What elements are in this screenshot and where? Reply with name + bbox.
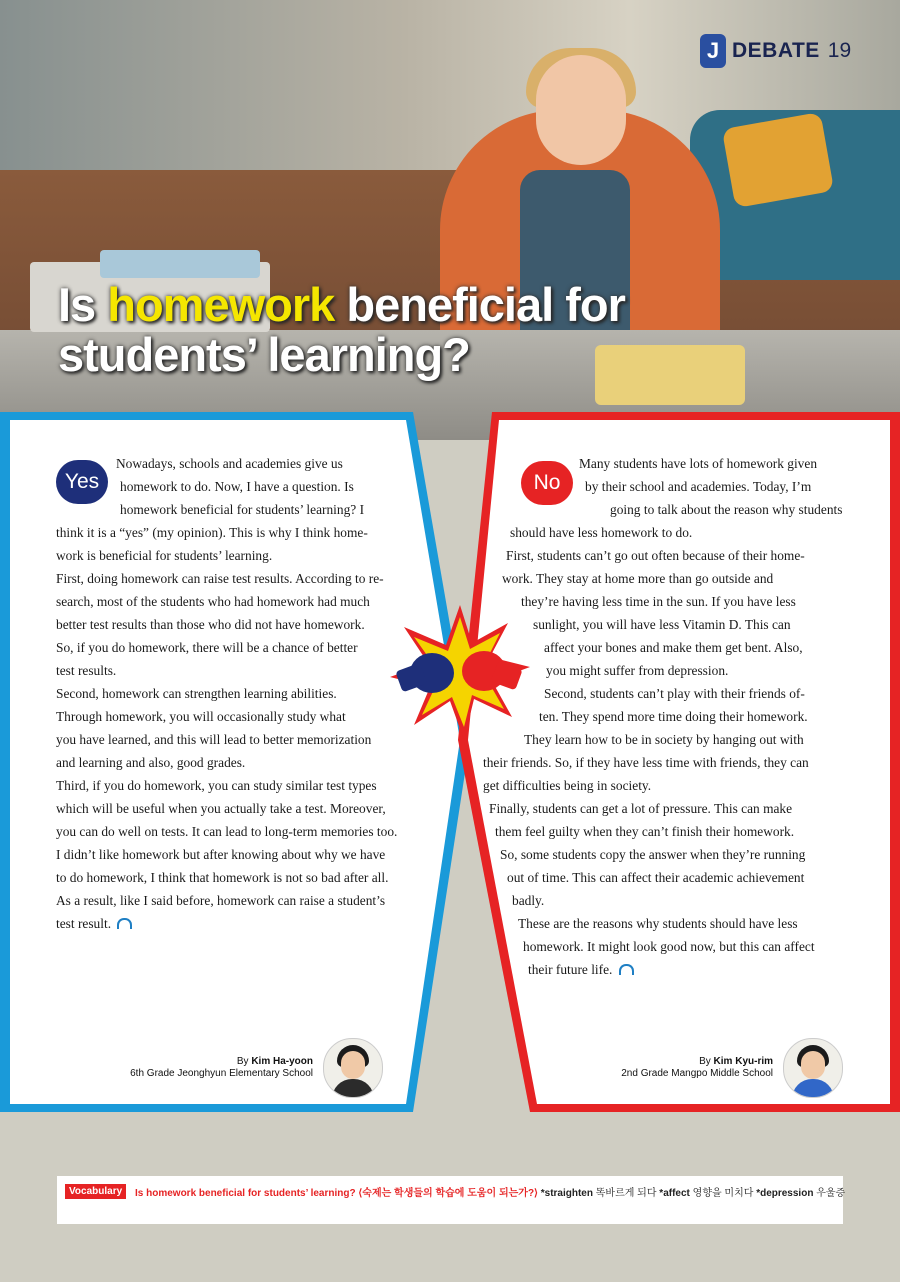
section-label: DEBATE xyxy=(732,39,820,62)
yes-school: 6th Grade Jeonghyun Elementary School xyxy=(130,1068,313,1079)
no-line: First, students can’t go out often because of their home- xyxy=(506,548,805,563)
boxing-gloves-icon xyxy=(390,605,530,740)
page-number: 19 xyxy=(827,39,852,62)
no-line: These are the reasons why students should have less xyxy=(518,916,798,931)
yes-badge: Yes xyxy=(56,460,108,504)
vocab-word: *affect xyxy=(659,1188,690,1199)
yes-line: I didn’t like homework but after knowing about why we have xyxy=(56,847,386,862)
yes-line: First, doing homework can raise test results. According to re- xyxy=(56,571,384,586)
no-byline: By Kim Kyu-rim 2nd Grade Mangpo Middle School xyxy=(621,1056,773,1079)
no-line: They learn how to be in society by hanging out with xyxy=(524,732,804,747)
yes-byline: By Kim Ha-yoon 6th Grade Jeonghyun Elementary School xyxy=(130,1056,313,1079)
yes-line: which will be useful when you actually take a test. Moreover, xyxy=(56,801,386,816)
vocab-meaning: 우울증 xyxy=(816,1188,846,1199)
no-line: their friends. So, if they have less time with friends, they can xyxy=(483,755,809,770)
yes-line: Through homework, you will occasionally study what xyxy=(56,709,346,724)
vocabulary-tag: Vocabulary xyxy=(65,1184,126,1199)
yes-line: search, most of the students who had homework had much xyxy=(56,594,370,609)
no-badge: No xyxy=(521,461,573,505)
yes-line: think it is a “yes” (my opinion). This is why I think home- xyxy=(56,525,368,540)
no-author: Kim Kyu-rim xyxy=(713,1056,773,1067)
yes-line: homework beneficial for students’ learning? I xyxy=(120,502,365,517)
no-line: So, some students copy the answer when they’re running xyxy=(500,847,806,862)
vocabulary-box xyxy=(57,1176,846,1224)
no-author-avatar xyxy=(783,1038,843,1098)
yes-line: work is beneficial for students’ learning. xyxy=(56,548,273,563)
headphone-icon[interactable] xyxy=(117,918,132,929)
no-line: sunlight, you will have less Vitamin D. This can xyxy=(533,617,791,632)
no-line: badly. xyxy=(512,893,545,908)
yes-line: Third, if you do homework, you can study similar test types xyxy=(56,778,377,793)
no-line: them feel guilty when they can’t finish their homework. xyxy=(495,824,795,839)
vocab-word: *straighten xyxy=(540,1188,593,1199)
no-line: Finally, students can get a lot of pressure. This can make xyxy=(489,801,793,816)
no-line: out of time. This can affect their academic achievement xyxy=(507,870,805,885)
no-school: 2nd Grade Mangpo Middle School xyxy=(621,1068,773,1079)
headphone-icon[interactable] xyxy=(619,964,634,975)
no-line: should have less homework to do. xyxy=(510,525,693,540)
yes-line: to do homework, I think that homework is not so bad after all. xyxy=(56,870,389,885)
yes-line: you can do well on tests. It can lead to long-term memories too. xyxy=(56,824,398,839)
no-line: Many students have lots of homework given xyxy=(579,456,818,471)
no-line: Second, students can’t play with their friends of- xyxy=(544,686,805,701)
no-line: you might suffer from depression. xyxy=(546,663,729,678)
no-line: get difficulties being in society. xyxy=(483,778,652,793)
yes-line: Nowadays, schools and academies give us xyxy=(116,456,343,471)
vocabulary-question: Is homework beneficial for students’ learning? ⟨숙제는 학생들의 학습에 도움이 되는가?⟩ xyxy=(135,1188,538,1199)
yes-line: you have learned, and this will lead to better memorization xyxy=(56,732,372,747)
vocab-word: *depression xyxy=(756,1188,814,1199)
no-line: affect your bones and make them get bent. Also, xyxy=(544,640,803,655)
no-line: by their school and academies. Today, I’m xyxy=(585,479,812,494)
yes-line: As a result, like I said before, homework can raise a student’s xyxy=(56,893,386,908)
no-line: ten. They spend more time doing their homework. xyxy=(539,709,808,724)
no-line: they’re having less time in the sun. If you have less xyxy=(521,594,796,609)
yes-line: Second, homework can strengthen learning abilities. xyxy=(56,686,337,701)
title-highlight: homework xyxy=(107,278,335,331)
vocab-meaning: 영향을 미치다 xyxy=(692,1188,754,1199)
yes-line: test result. xyxy=(56,912,132,935)
yes-line: homework to do. Now, I have a question. Is xyxy=(120,479,354,494)
no-line: going to talk about the reason why students xyxy=(610,502,843,517)
junior-logo-icon: J xyxy=(700,34,726,68)
no-line: their future life. xyxy=(528,958,634,981)
vocab-meaning: 똑바르게 되다 xyxy=(595,1188,657,1199)
yes-author-avatar xyxy=(323,1038,383,1098)
yes-author: Kim Ha-yoon xyxy=(251,1056,313,1067)
no-line: homework. It might look good now, but this can affect xyxy=(523,939,815,954)
yes-line: and learning and also, good grades. xyxy=(56,755,246,770)
yes-line: So, if you do homework, there will be a chance of better xyxy=(56,640,358,655)
yes-line: test results. xyxy=(56,663,117,678)
yes-line: better test results than those who did not have homework. xyxy=(56,617,365,632)
page-title: Is homework beneficial for students’ learning? xyxy=(58,278,625,381)
no-line: work. They stay at home more than go outside and xyxy=(502,571,774,586)
